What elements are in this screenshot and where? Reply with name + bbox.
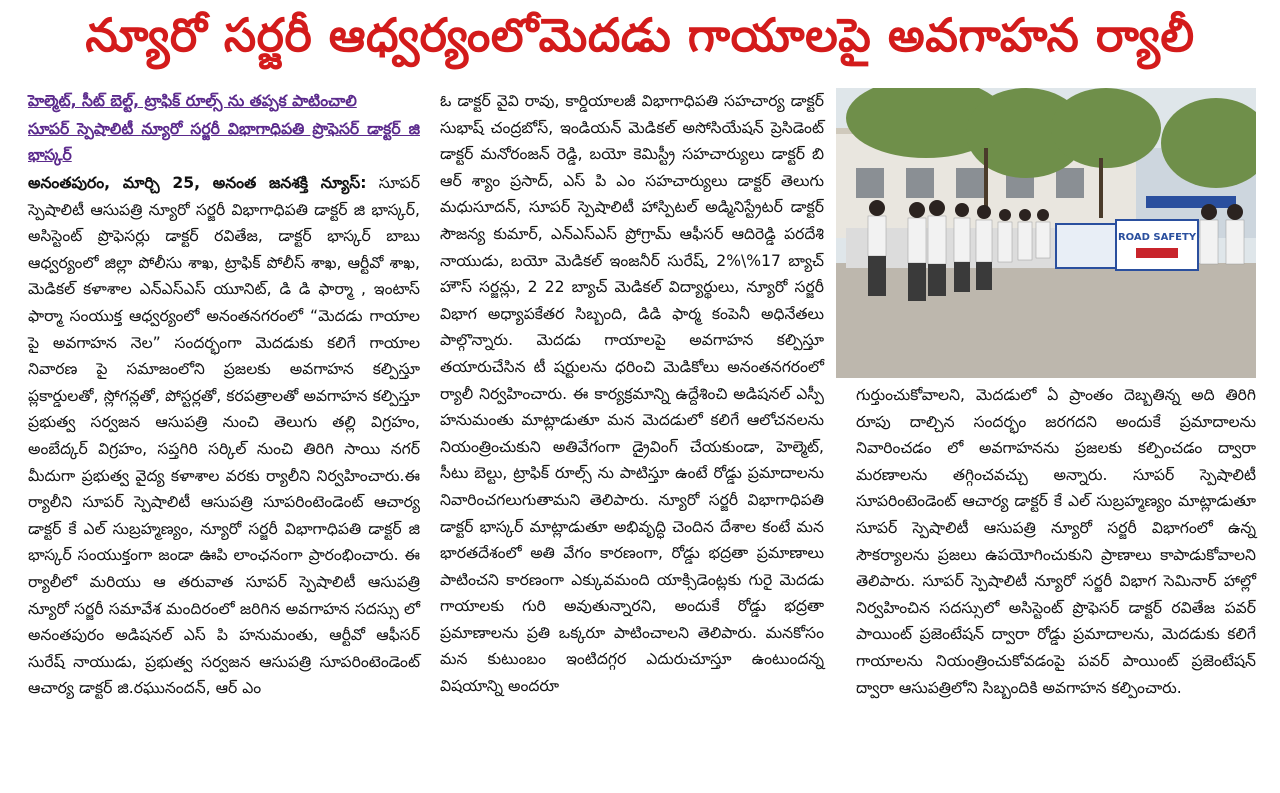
article-column-3	[856, 382, 1256, 701]
dateline: అనంతపురం, మార్చి 25, అనంత జనశక్తి న్యూస్:	[28, 174, 367, 192]
rally-photo-illustration	[836, 88, 1256, 378]
body-text-1: సూపర్ స్పెషాలిటీ ఆసుపత్రి న్యూరో సర్జరీ విభాగాధిపతి డాక్టర్ జి భాస్కర్, అసిస్టెంట్ ప్రొఫెసర్లు డాక్టర్ రవితేజ, డాక్టర్ భాస్కర్ బాబు ఆధ్వర్యంలో జిల్లా పోలీసు శాఖ, ట్రాఫిక్ పోలీస్ శాఖ, ఆర్టీవో శాఖ, మెడికల్ కళాశాల ఎన్ఎస్ఎస్ యూనిట్, డి డి ఫార్మా , ఇంటాస్ ఫార్మా సంయుక్త ఆధ్వర్యంలో అనంతనగరంలో “మెదడు గాయాల పై అవగాహన నెల” సందర్భంగా మెదడుకు కలిగే గాయాల నివారణ పై సమాజంలోని ప్రజలకు అవగాహన కల్పిస్తూ ప్లకార్డులతో, స్లోగన్లతో, పోస్టర్లతో, కరపత్రాలతో అవగాహన కల్పిస్తూ ప్రభుత్వ సర్వజన ఆసుపత్రి నుంచి తెలుగు తల్లి విగ్రహం, అంబేద్కర్ విగ్రహం, సప్తగిరి సర్కిల్ నుంచి తిరిగి సాయి నగర్ మీదుగా ప్రభుత్వ వైద్య కళాశాల వరకు ర్యాలీని నిర్వహించారు.ఈ ర్యాలీని సూపర్ స్పెషాలిటీ ఆసుపత్రి సూపరింటెండెంట్ ఆచార్య డాక్టర్ కే ఎల్ సుబ్రహ్మణ్యం, న్యూరో సర్జరీ విభాగాధిపతి డాక్టర్ జి భాస్కర్ సంయుక్తంగా జండా ఊపి లాంఛనంగా ప్రారంభించారు. ఈ ర్యాలీలో మరియు ఆ తరువాత సూపర్ స్పెషాలిటీ ఆసుపత్రి న్యూరో సర్జరీ సమావేశ మందిరంలో జరిగిన అవగాహన సదస్సు లో అనంతపురం అడిషనల్ ఎస్ పి హనుమంతు, ఆర్టీవో ఆఫీసర్ సురేష్ నాయుడు, ప్రభుత్వ సర్వజన ఆసుపత్రి సూపరింటెండెంట్ ఆచార్య డాక్టర్ జి.రఘునందన్, ఆర్ ఎం	[28, 174, 420, 698]
article-column-1	[28, 88, 420, 702]
headline: న్యూరో సర్జరీ ఆధ్వర్యంలోమెదడు గాయాలపై అవగాహన ర్యాలీ	[85, 8, 1195, 62]
photo-banner-text: ROAD SAFETY	[1117, 232, 1197, 243]
article-body-1	[28, 170, 420, 702]
body-text-2: ఓ డాక్టర్ వైవి రావు, కార్డియాలజీ విభాగాధిపతి సహచార్య డాక్టర్ సుభాష్ చంద్రబోస్, ఇండియన్ మెడికల్ అసోసియేషన్ ప్రెసిడెంట్ డాక్టర్ మనోరంజన్ రెడ్డి, బయో కెమిస్ట్రీ సహచార్యులు డాక్టర్ బి ఆర్ శ్యాం ప్రసాద్, ఎస్ పి ఎం సహచార్యులు డాక్టర్ తెలుగు మధుసూదన్, సూపర్ స్పెషాలిటీ హాస్పిటల్ అడ్మినిస్ట్రేటర్ డాక్టర్ సౌజన్య కుమార్, ఎన్ఎస్ఎస్ ప్రోగ్రామ్ ఆఫీసర్ ఆదిరెడ్డి పరదేశి నాయుడు, బయో మెడికల్ ఇంజనీర్ సురేష్, 2%\%17 బ్యాచ్ హౌస్ సర్జన్లు, 2 22 బ్యాచ్ మెడికల్ విద్యార్థులు, న్యూరో సర్జరీ విభాగ అధ్యాపకేతర సిబ్బంది, డిడి ఫార్మ కంపెనీ అధినేతలు పాల్గొన్నారు. మెదడు గాయాలపై అవగాహన కల్పిస్తూ తయారుచేసిన టీ షర్టులను ధరించి మెడికోలు అనంతనగరంలో ర్యాలీ నిర్వహించారు. ఈ కార్యక్రమాన్ని ఉద్దేశించి అడిషనల్ ఎస్పీ హనుమంతు మాట్లాడుతూ మన మెదడులో కలిగే ఆలోచనలను నియంత్రించుకుని అతివేగంగా డ్రైవింగ్ చేయకుండా, హెల్మెట్, సీటు బెల్టు, ట్రాఫిక్ రూల్స్ ను పాటిస్తూ ఉంటే రోడ్డు ప్రమాదాలను నివారించగలుగుతామని తెలిపారు. న్యూరో సర్జరీ విభాగాధిపతి డాక్టర్ భాస్కర్ మాట్లాడుతూ అభివృద్ధి చెందిన దేశాల కంటే మన భారతదేశంలో అతి వేగం కారణంగా, రోడ్డు భద్రతా ప్రమాణాలు పాటించని కారణంగా ఎక్కువమంది యాక్సిడెంట్లకు గురై మెదడు గాయాలకు గురి అవుతున్నారని, అందుకే రోడ్డు భద్రతా ప్రమాణాలను ప్రతి ఒక్కరూ పాటించాలని తెలిపారు. మనకోసం మన కుటుంబం ఇంటిదగ్గర ఎదురుచూస్తూ ఉంటుందన్న విషయాన్ని అందరూ	[440, 92, 824, 696]
photo-banner-road-safety	[1116, 220, 1198, 270]
photo-road	[836, 263, 1256, 378]
subheadline-1: హెల్మెట్, సీట్ బెల్ట్, ట్రాఫిక్ రూల్స్ ను తప్పక పాటించాలి	[28, 92, 357, 110]
photo-banner-left	[1056, 224, 1116, 268]
article-column-2	[440, 88, 824, 700]
body-text-3: గుర్తుంచుకోవాలని, మెదడులో ఏ ప్రాంతం దెబ్బతిన్న అది తిరిగి రూపు దాల్చిన సందర్భం జరగదని అందుకే ప్రమాదాలను నివారించడం లో అవగాహనను ప్రజలకు కల్పించడం ద్వారా మరణాలను తగ్గించవచ్చు అన్నారు. సూపర్ స్పెషాలిటీ సూపరింటెండెంట్ ఆచార్య డాక్టర్ కే ఎల్ సుబ్రహ్మణ్యం మాట్లాడుతూ సూపర్ స్పెషాలిటీ ఆసుపత్రి న్యూరో సర్జరీ విభాగంలో ఉన్న సౌకర్యాలను ప్రజలు ఉపయోగించుకుని ప్రాణాలు కాపాడుకోవాలని తెలిపారు. సూపర్ స్పెషాలిటీ న్యూరో సర్జరీ విభాగ సెమినార్ హాల్లో నిర్వహించిన సదస్సులో అసిస్టెంట్ ప్రొఫెసర్ డాక్టర్ రవితేజ పవర్ పాయింట్ ప్రజెంటేషన్ ద్వారా రోడ్డు ప్రమాదాలను, మెదడుకు కలిగే గాయాలను నియంత్రించుకోవడంపై పవర్ పాయింట్ ప్రజెంటేషన్ ద్వారా ఆసుపత్రిలోని సిబ్బందికి అవగాహన కల్పించారు.	[856, 386, 1256, 697]
rally-photo	[836, 88, 1256, 378]
subheadline-2: సూపర్ స్పెషాలిటీ న్యూరో సర్జరీ విభాగాధిపతి ప్రొఫెసర్ డాక్టర్ జి భాస్కర్	[28, 120, 420, 164]
